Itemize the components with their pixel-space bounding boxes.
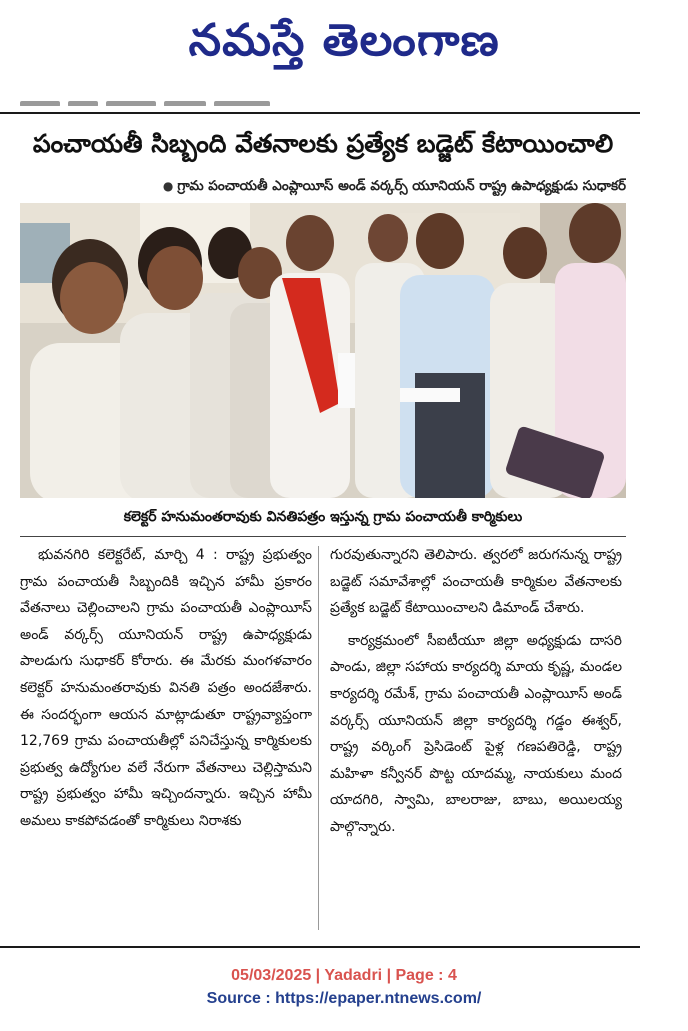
column-divider <box>318 546 319 930</box>
bullet-icon: ● <box>162 179 174 193</box>
masthead <box>0 0 688 92</box>
article-headline: పంచాయతీ సిబ్బంది వేతనాలకు ప్రత్యేక బడ్జెట్ కేటాయించాలి <box>32 129 614 158</box>
article-body-left <box>20 542 312 937</box>
masthead-title: నమస్తే తెలంగాణ <box>188 15 500 66</box>
article-body-right <box>330 542 622 937</box>
body-paragraph: భువనగిరి కలెక్టరేట్, మార్చి 4 : రాష్ట్ర ప్రభుత్వం గ్రామ పంచాయతీ సిబ్బందికి ఇచ్చిన హామీ ప్రకారం వేతనాలు చెల్లించాలని గ్రామ పంచాయతీ ఎంప్లాయీస్ అండ్ వర్కర్స్ యూనియన్ రాష్ట్ర ఉపాధ్యక్షుడు పాలడుగు సుధాకర్ కోరారు. ఈ మేరకు మంగళవారం కలెక్టర్ హనుమంతరావుకు వినతి పత్రం అందజేశారు. ఈ సందర్భంగా ఆయన మాట్లాడుతూ రాష్ట్రవ్యాప్తంగా 12,769 గ్రామ పంచాయతీల్లో పనిచేస్తున్న కార్మికులకు ప్రభుత్వ ఉద్యోగుల వలే నేరుగా వేతనాలు చెల్లిస్తామని రాష్ట్ర ప్రభుత్వం హామీ ఇచ్చిందన్నారు. ఇచ్చిన హామీ అమలు కాకపోవడంతో కార్మికులు నిరాశకు <box>20 547 312 829</box>
photo-illustration <box>20 203 626 498</box>
article-subheadline <box>20 174 626 198</box>
body-paragraph: కార్యక్రమంలో సీఐటీయూ జిల్లా అధ్యక్షుడు దాసరి పాండు, జిల్లా సహాయ కార్యదర్శి మాయ కృష్ణ, మండల కార్యదర్శి రమేశ్, గ్రామ పంచాయతీ ఎంప్లాయీస్ అండ్ వర్కర్స్ యూనియన్ జిల్లా కార్యదర్శి గడ్డం ఈశ్వర్, రాష్ట్ర వర్కింగ్ ప్రెసిడెంట్ పైళ్ల గణపతిరెడ్డి, రాష్ట్ర మహిళా కన్వీనర్ పొట్ట యాదమ్మ, నాయకులు మంద యాదగిరి, స్వామి, బాలరాజు, బాబు, అయిలయ్య పాల్గొన్నారు. <box>330 632 622 835</box>
caption-rule <box>20 536 626 537</box>
footer-source-line[interactable]: Source : https://epaper.ntnews.com/ <box>206 990 482 1007</box>
top-rule <box>0 112 640 114</box>
footer-date-line: 05/03/2025 | Yadadri | Page : 4 <box>231 967 457 984</box>
previous-article-strip <box>20 92 320 106</box>
subheadline-text: గ్రామ పంచాయతీ ఎంప్లాయీస్ అండ్ వర్కర్స్ యూనియన్ రాష్ట్ర ఉపాధ్యక్షుడు సుధాకర్ <box>177 178 626 194</box>
body-paragraph: గురవుతున్నారని తెలిపారు. త్వరలో జరుగనున్న రాష్ట్ర బడ్జెట్ సమావేశాల్లో పంచాయతీ కార్మికుల వేతనాలకు ప్రత్యేక బడ్జెట్ కేటాయించాలని డిమాండ్ చేశారు. <box>330 547 622 617</box>
article-photo <box>20 203 626 498</box>
photo-caption: కలెక్టర్ హనుమంతరావుకు వినతిపత్రం ఇస్తున్న గ్రామ పంచాయతీ కార్మికులు <box>123 509 523 525</box>
bottom-rule <box>0 946 640 948</box>
